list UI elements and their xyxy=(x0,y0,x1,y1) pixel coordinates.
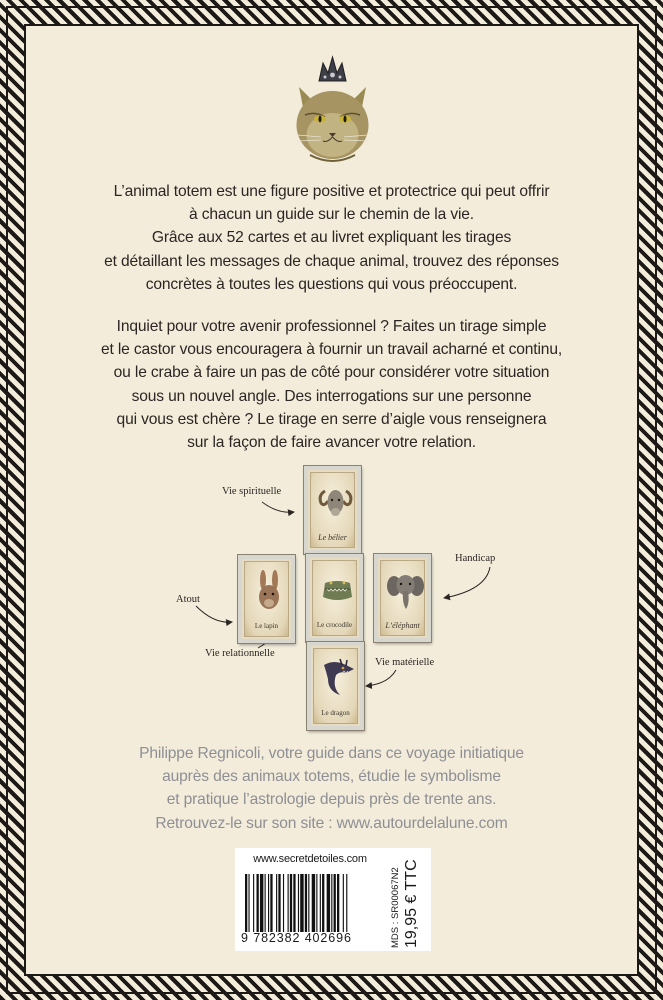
card-label: Le lapin xyxy=(254,622,279,630)
example-line: Inquiet pour votre avenir professionnel ? Faites un tirage simple xyxy=(116,318,547,335)
elephant-icon xyxy=(387,569,424,611)
intro-line: concrètes à toutes les questions qui vous préoccupent. xyxy=(145,275,518,293)
intro-line: à chacun un guide sur le chemin de la vie. xyxy=(189,206,474,224)
barcode-bar xyxy=(322,874,324,932)
card-atout xyxy=(238,555,295,643)
card-material xyxy=(307,642,364,730)
card-handicap xyxy=(374,554,431,642)
barcode-bar xyxy=(268,874,269,932)
rabbit-icon xyxy=(251,570,288,612)
barcode-bar xyxy=(253,874,254,932)
card-spiritual xyxy=(304,466,361,554)
barcode-bar xyxy=(257,874,259,932)
tag-material: Vie matérielle xyxy=(375,657,435,668)
barcode-bar xyxy=(245,874,247,932)
barcode-bar xyxy=(290,874,292,932)
author-line: auprès des animaux totems, étudie le symbolisme xyxy=(162,768,501,786)
barcode-bar xyxy=(334,874,336,932)
product-code: MDS : SR00067N2 xyxy=(390,867,401,948)
barcode-bar xyxy=(276,874,277,932)
barcode-bar xyxy=(320,874,321,932)
tag-handicap: Handicap xyxy=(455,553,496,564)
card-label: Le bélier xyxy=(318,533,347,542)
intro-paragraph xyxy=(60,180,603,296)
author-line: Retrouvez-le sur son site : www.autourdelalune.com xyxy=(155,814,508,832)
example-line: ou le crabe à faire un pas de côté pour considérer votre situation xyxy=(113,364,550,382)
barcode-bar xyxy=(305,874,307,932)
barcode-bar xyxy=(312,874,315,932)
example-line: et le castor vous encouragera à fournir un travail acharné et continu, xyxy=(100,341,563,359)
barcode-bar xyxy=(300,874,303,932)
barcode-bar xyxy=(260,874,263,932)
card-label: Le dragon xyxy=(321,709,350,717)
publisher-website: www.secretdetoiles.com xyxy=(253,853,367,865)
barcode-bar xyxy=(298,874,299,932)
example-line: sous un nouvel angle. Des interrogations sur une personne xyxy=(131,387,532,405)
author-paragraph xyxy=(60,742,603,835)
tag-relational: Vie relationnelle xyxy=(205,648,275,659)
crocodile-icon xyxy=(319,569,356,611)
barcode-bar xyxy=(346,874,347,932)
example-line: qui vous est chère ? Le tirage en serre d’aigle vous renseignera xyxy=(116,410,547,428)
card-label: Le crocodile xyxy=(316,621,353,629)
example-line: sur la façon de faire avancer votre relation. xyxy=(187,434,476,452)
tag-atout: Atout xyxy=(176,594,200,605)
barcode-bar xyxy=(331,874,332,932)
intro-line: Grâce aux 52 cartes et au livret expliquant les tirages xyxy=(151,229,512,247)
barcode-bars xyxy=(245,874,383,932)
barcode-bar xyxy=(248,874,249,932)
barcode-bar xyxy=(283,874,284,932)
barcode-bar xyxy=(288,874,289,932)
crowned-cat-icon xyxy=(285,55,380,170)
barcode-bar xyxy=(308,874,309,932)
card-label: L’éléphant xyxy=(385,621,420,630)
barcode-bar xyxy=(327,874,330,932)
barcode-bar xyxy=(337,874,339,932)
barcode-bar xyxy=(278,874,280,932)
author-line: et pratique l’astrologie depuis près de trente ans. xyxy=(166,791,497,809)
dragon-icon xyxy=(320,657,357,699)
barcode-bar xyxy=(343,874,344,932)
barcode-bar xyxy=(270,874,272,932)
author-line: Philippe Regnicoli, votre guide dans ce voyage initiatique xyxy=(139,745,524,762)
example-paragraph xyxy=(60,315,603,454)
barcode-bar xyxy=(316,874,317,932)
intro-line: L’animal totem est une figure positive et protectrice qui peut offrir xyxy=(113,183,550,200)
intro-line: et détaillant les messages de chaque animal, trouvez des réponses xyxy=(104,252,559,270)
tag-spiritual: Vie spirituelle xyxy=(222,486,282,497)
barcode-block xyxy=(235,848,431,951)
ram-icon xyxy=(317,481,354,523)
card-relational xyxy=(306,554,363,642)
barcode-bar xyxy=(293,874,295,932)
price: 19,95 € TTC xyxy=(403,859,420,948)
isbn-number: 9 782382 402696 xyxy=(241,931,352,945)
barcode-bar xyxy=(265,874,266,932)
